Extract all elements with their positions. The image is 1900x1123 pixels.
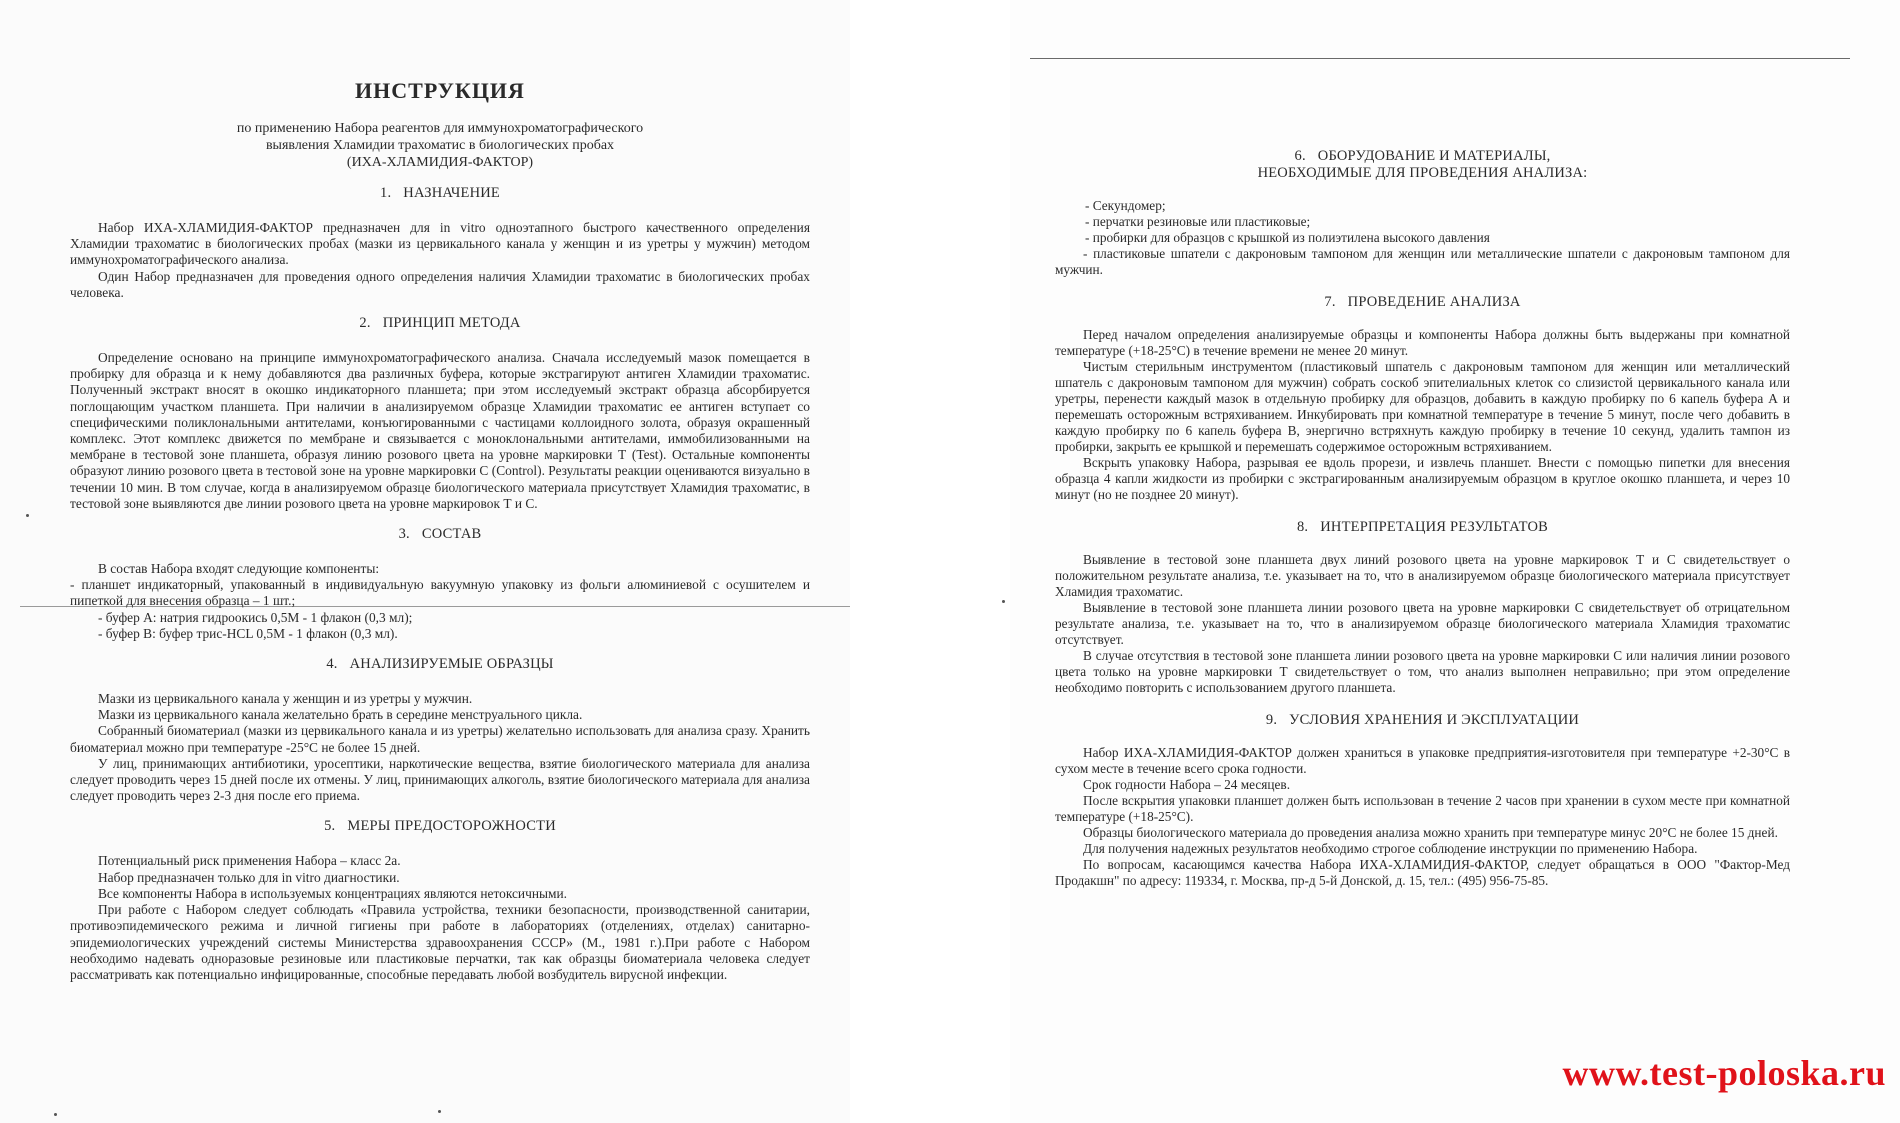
section-title: НАЗНАЧЕНИЕ [403, 185, 500, 201]
section-heading-method [70, 315, 810, 332]
paragraph: Определение основано на принципе иммунохроматографического анализа. Сначала исследуемый мазок помещается в пробирку для образца и к нему добавляются два различных буфера, которые экстрагируют антиген Хламидии трахоматис. Полученный экстракт вносят в окошко индикаторного планшета; при этом исследуемый экстракт образца абсорбируется поглощающим участком планшета. При наличии в анализируемом образце Хламидии трахоматис ее антиген вступает со специфическими поликлональными антителами, конъюгированными с частицами коллоидного золота, образуя окрашенный комплекс. Этот комплекс движется по мембране и связывается с моноклональными антителами, иммобилизованными на мембране в тестовой зоне планшета, образуя линию розового цвета на уровне маркировки Т (Test). Остальные компоненты образуют линию розового цвета в тестовой зоне на уровне маркировки С (Control). Результаты реакции оцениваются визуально в течении 10 мин. В том случае, когда в анализируемом образце биологического материала присутствует Хламидия трахоматис, в тестовой зоне выявляются две линии розового цвета на уровне маркировок Т и С. [70, 350, 810, 511]
section-title-line2: НЕОБХОДИМЫЕ ДЛЯ ПРОВЕДЕНИЯ АНАЛИЗА: [1257, 165, 1588, 181]
paragraph: Один Набор предназначен для проведения одного определения наличия Хламидии трахоматис в биологических пробах человека. [70, 268, 810, 300]
scan-speck [438, 1110, 441, 1113]
paragraph: Все компоненты Набора в используемых концентрациях являются нетоксичными. [98, 885, 567, 901]
list-item: - пластиковые шпатели с дакроновым тампоном для женщин или металлические шпатели с дакроновым тампоном для мужчин. [1055, 246, 1790, 277]
paragraph: Чистым стерильным инструментом (пластиковый шпатель с дакроновым тампоном для женщин или металлический шпатель с дакроновым тампоном для мужчин) собрать соскоб эпителиальных клеток со слизистой цервикального канала или уретры, перенести каждый мазок в отдельную пробирку для образцов, добавить в каждую пробирку по 6 капель буфера А и перемешать осторожным встряхиванием. Инкубировать при комнатной температуре в течение 5 минут, после чего добавить в каждую пробирку по 6 капель буфера В, энергично встряхнуть каждую пробирку в течение 10 секунд, удалить тампон из пробирки, закрыть ее крышкой и перемешать содержимое осторожным встряхиванием. [1055, 359, 1790, 454]
subtitle-line: выявления Хламидии трахоматис в биологических пробах [265, 138, 615, 153]
paragraph: Набор ИХА-ХЛАМИДИЯ-ФАКТОР должен храниться в упаковке предприятия-изготовителя при температуре +2-30°С в сухом месте в течение всего срока годности. [1055, 745, 1790, 776]
section-title: ПРИНЦИП МЕТОДА [382, 315, 521, 332]
scan-speck [26, 514, 29, 517]
section-heading-precautions [70, 818, 810, 835]
paragraph: В состав Набора входят следующие компоненты: [98, 561, 380, 577]
section-heading-procedure [1055, 294, 1790, 311]
section-title: ОБОРУДОВАНИЕ И МАТЕРИАЛЫ, [1317, 148, 1551, 164]
paragraph: Образцы биологического материала до проведения анализа можно хранить при температуре минус 20°С не более 15 дней. [1083, 825, 1778, 840]
section-heading-equipment [1055, 148, 1790, 182]
paragraph: По вопросам, касающимся качества Набора ИХА-ХЛАМИДИЯ-ФАКТОР, следует обращаться в ООО "Фактор-Мед Продакшн" по адресу: 119334, г. Москва, пр-д 5-й Донской, д. 15, тел.: (495) 956-75-85. [1055, 857, 1790, 888]
section-heading-interpretation [1055, 519, 1790, 536]
section-number: 5. [324, 818, 336, 835]
section-number: 2. [359, 315, 371, 332]
paragraph: У лиц, принимающих антибиотики, уросептики, наркотические вещества, взятие биологического материала для анализа следует проводить через 15 дней после их отмены. У лиц, принимающих алкоголь, взятие биологического материала для анализа следует проводить через 2-3 дня после его приема. [70, 755, 810, 804]
subtitle-line: по применению Набора реагентов для иммунохроматографического [236, 121, 644, 136]
paragraph: Выявление в тестовой зоне планшета линии розового цвета на уровне маркировки С свидетельствует об отрицательном результате анализа, т.е. указывает на то, что в анализируемом образце биологического материала Хламидия трахоматис отсутствует. [1055, 600, 1790, 647]
paragraph: Срок годности Набора – 24 месяцев. [1083, 777, 1291, 792]
paragraph: Мазки из цервикального канала желательно брать в середине менструального цикла. [98, 707, 583, 723]
section-heading-purpose [70, 185, 810, 202]
paragraph: Собранный биоматериал (мазки из цервикального канала и из уретры) желательно использовать для анализа сразу. Хранить биоматериал можно при температуре -25°С не более 15 дней. [70, 723, 810, 755]
list-item: - пробирки для образцов с крышкой из полиэтилена высокого давления [1085, 230, 1490, 245]
section-title: ИНТЕРПРЕТАЦИЯ РЕЗУЛЬТАТОВ [1320, 519, 1549, 535]
list-item: - Секундомер; [1085, 198, 1166, 213]
paragraph: Потенциальный риск применения Набора – класс 2а. [98, 853, 401, 869]
section-number: 9. [1265, 712, 1278, 728]
document-title: ИНСТРУКЦИЯ [355, 78, 525, 103]
scan-speck [1002, 600, 1005, 603]
paragraph: Мазки из цервикального канала у женщин и из уретры у мужчин. [98, 691, 473, 707]
list-item: - буфер А: натрия гидроокись 0,5М - 1 флакон (0,3 мл); [98, 609, 413, 625]
section-title: МЕРЫ ПРЕДОСТОРОЖНОСТИ [347, 818, 556, 835]
paragraph: Набор предназначен только для in vitro диагностики. [98, 869, 400, 885]
section-number: 6. [1294, 148, 1306, 164]
left-column [70, 78, 810, 983]
section-heading-storage [1055, 712, 1790, 729]
paragraph: При работе с Набором следует соблюдать «Правила устройства, техники безопасности, производственной санитарии, противоэпидемического режима и личной гигиены при работе в лабораториях (отделениях, отделах) санитарно-эпидемиологических учреждений системы Министерства здравоохранения СССР» (М., 1981 г.).При работе с Набором необходимо надевать одноразовые резиновые или пластиковые перчатки, так как образцы биоматериала человека следует рассматривать как потенциально инфицированные, способные передавать любой возбудитель вирусной инфекции. [70, 902, 810, 982]
section-heading-composition [70, 526, 810, 543]
section-heading-samples [70, 656, 810, 673]
section-number: 8. [1296, 519, 1309, 535]
section-title: АНАЛИЗИРУЕМЫЕ ОБРАЗЦЫ [349, 656, 554, 673]
section-number: 1. [380, 185, 392, 201]
list-item: - планшет индикаторный, упакованный в индивидуальную вакуумную упаковку из фольги алюминиевой с осушителем и пипеткой для внесения образца – 1 шт.; [70, 577, 810, 609]
scan-top-line [1030, 58, 1850, 59]
section-title: СОСТАВ [421, 526, 482, 543]
list-item: - буфер В: буфер трис-HCL 0,5М - 1 флакон (0,3 мл). [98, 625, 398, 641]
watermark-link[interactable]: www.test-poloska.ru [1562, 1053, 1886, 1093]
right-column [1055, 148, 1790, 889]
paragraph: После вскрытия упаковки планшет должен быть использован в течение 2 часов при хранении в сухом месте при комнатной температуре (+18-25°С). [1055, 793, 1790, 824]
paragraph: В случае отсутствия в тестовой зоне планшета линии розового цвета на уровне маркировки С или наличия линии розового цвета только на уровне маркировки Т свидетельствует о том, что анализ выполнен неправильно; при этом определение необходимо повторить с использованием другого планшета. [1055, 648, 1790, 695]
paragraph: Вскрыть упаковку Набора, разрывая ее вдоль прорези, и извлечь планшет. Внести с помощью пипетки для внесения образца 4 капли жидкости из пробирки с экстрагированным анализируемым образцом в круглое окошко планшета, и через 10 минут (но не позднее 20 минут). [1055, 455, 1790, 502]
section-title: УСЛОВИЯ ХРАНЕНИЯ И ЭКСПЛУАТАЦИИ [1289, 712, 1580, 728]
section-number: 7. [1324, 294, 1336, 310]
paragraph: Выявление в тестовой зоне планшета двух линий розового цвета на уровне маркировок Т и С свидетельствует о положительном результате анализа, т.е. указывает на то, что в анализируемом образце биологического материала присутствует Хламидия трахоматис. [1055, 552, 1790, 599]
section-number: 4. [326, 656, 338, 673]
subtitle-line: (ИХА-ХЛАМИДИЯ-ФАКТОР) [346, 155, 534, 170]
section-number: 3. [398, 526, 410, 543]
paragraph: Набор ИХА-ХЛАМИДИЯ-ФАКТОР предназначен для in vitro одноэтапного быстрого качественного определения Хламидии трахоматис в биологических пробах (мазки из цервикального канала у женщин и из уретры у мужчин) методом иммунохроматографического анализа. [70, 220, 810, 268]
scan-speck [54, 1113, 57, 1116]
paragraph: Перед началом определения анализируемые образцы и компоненты Набора должны быть выдержаны при комнатной температуре (+18-25°С) в течение времени не менее 20 минут. [1055, 327, 1790, 358]
section-title: ПРОВЕДЕНИЕ АНАЛИЗА [1347, 294, 1521, 310]
paragraph: Для получения надежных результатов необходимо строгое соблюдение инструкции по применению Набора. [1083, 841, 1698, 856]
list-item: - перчатки резиновые или пластиковые; [1085, 214, 1311, 229]
document-subtitle [70, 120, 810, 171]
